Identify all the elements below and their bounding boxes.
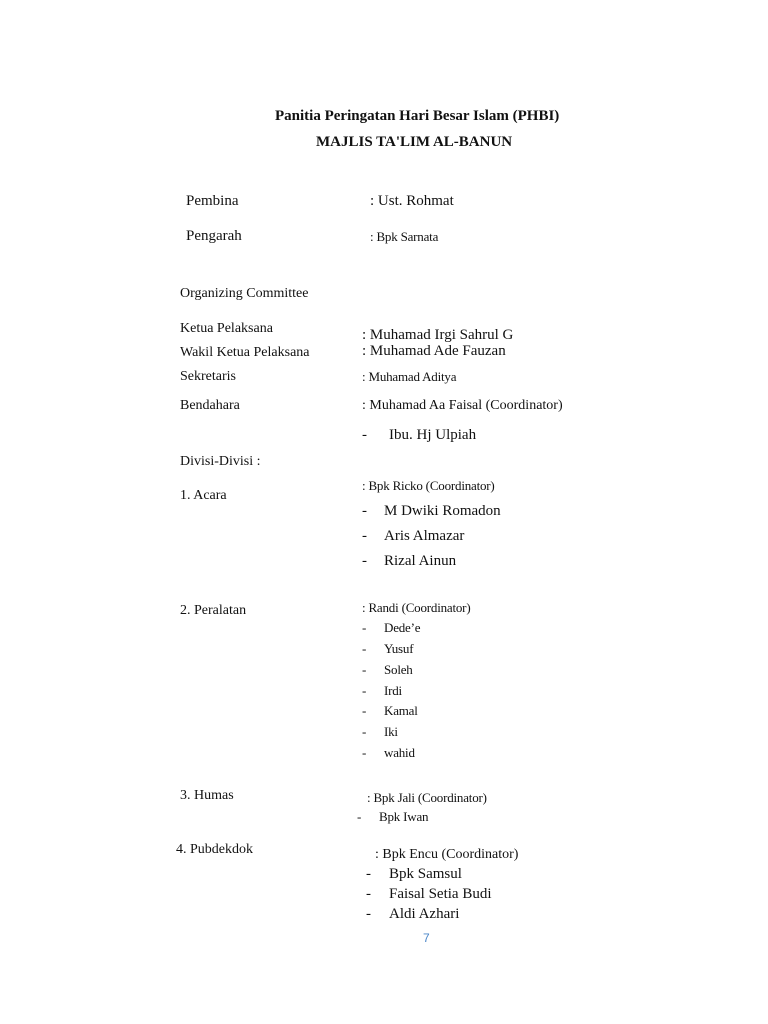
list-item: Rizal Ainun [384,553,457,569]
list-dash: - [362,427,367,443]
peralatan-label: 2. Peralatan [180,603,247,618]
acara-label: 1. Acara [180,488,227,503]
list-item: Aldi Azhari [389,906,460,922]
list-dash: - [362,641,367,656]
list-dash: - [362,503,367,519]
list-item: Irdi [384,683,402,698]
document-subtitle: MAJLIS TA'LIM AL-BANUN [316,134,513,150]
sekretaris-label: Sekretaris [180,369,236,384]
list-item: Dede’e [384,620,421,635]
pembina-value: : Ust. Rohmat [370,193,454,209]
committee-heading: Organizing Committee [180,286,309,301]
list-item: Kamal [384,703,418,718]
ketua-label: Ketua Pelaksana [180,321,273,336]
bendahara-member: Ibu. Hj Ulpiah [389,427,477,443]
wakil-value: : Muhamad Ade Fauzan [362,343,506,359]
list-dash: - [362,703,367,718]
list-dash: - [362,528,367,544]
pubdekdok-coordinator: : Bpk Encu (Coordinator) [375,847,519,862]
list-dash: - [362,683,367,698]
list-dash: - [362,724,367,739]
acara-coordinator: : Bpk Ricko (Coordinator) [362,478,495,493]
humas-coordinator: : Bpk Jali (Coordinator) [367,790,487,805]
list-item: Bpk Iwan [379,809,429,824]
divisions-heading: Divisi-Divisi : [180,454,261,469]
bendahara-label: Bendahara [180,398,240,413]
list-dash: - [366,906,371,922]
document-title: Panitia Peringatan Hari Besar Islam (PHBI) [275,108,560,124]
peralatan-coordinator: : Randi (Coordinator) [362,600,471,615]
list-item: Aris Almazar [384,528,465,544]
list-item: wahid [384,745,415,760]
bendahara-value: : Muhamad Aa Faisal (Coordinator) [362,398,563,413]
list-dash: - [362,620,367,635]
list-item: M Dwiki Romadon [384,503,501,519]
pembina-label: Pembina [186,193,239,209]
list-dash: - [362,745,367,760]
pengarah-label: Pengarah [186,228,242,244]
list-dash: - [362,553,367,569]
list-item: Faisal Setia Budi [389,886,492,902]
humas-label: 3. Humas [180,788,234,803]
list-item: Bpk Samsul [389,866,462,882]
list-dash: - [366,866,371,882]
list-dash: - [362,662,367,677]
pubdekdok-label: 4. Pubdekdok [176,842,253,857]
list-dash: - [366,886,371,902]
sekretaris-value: : Muhamad Aditya [362,369,457,384]
list-item: Iki [384,724,398,739]
pengarah-value: : Bpk Sarnata [370,229,439,244]
list-dash: - [357,809,362,824]
ketua-value: : Muhamad Irgi Sahrul G [362,327,514,343]
list-item: Soleh [384,662,413,677]
wakil-label: Wakil Ketua Pelaksana [180,345,310,360]
page-number: 7 [423,931,430,945]
list-item: Yusuf [384,641,414,656]
